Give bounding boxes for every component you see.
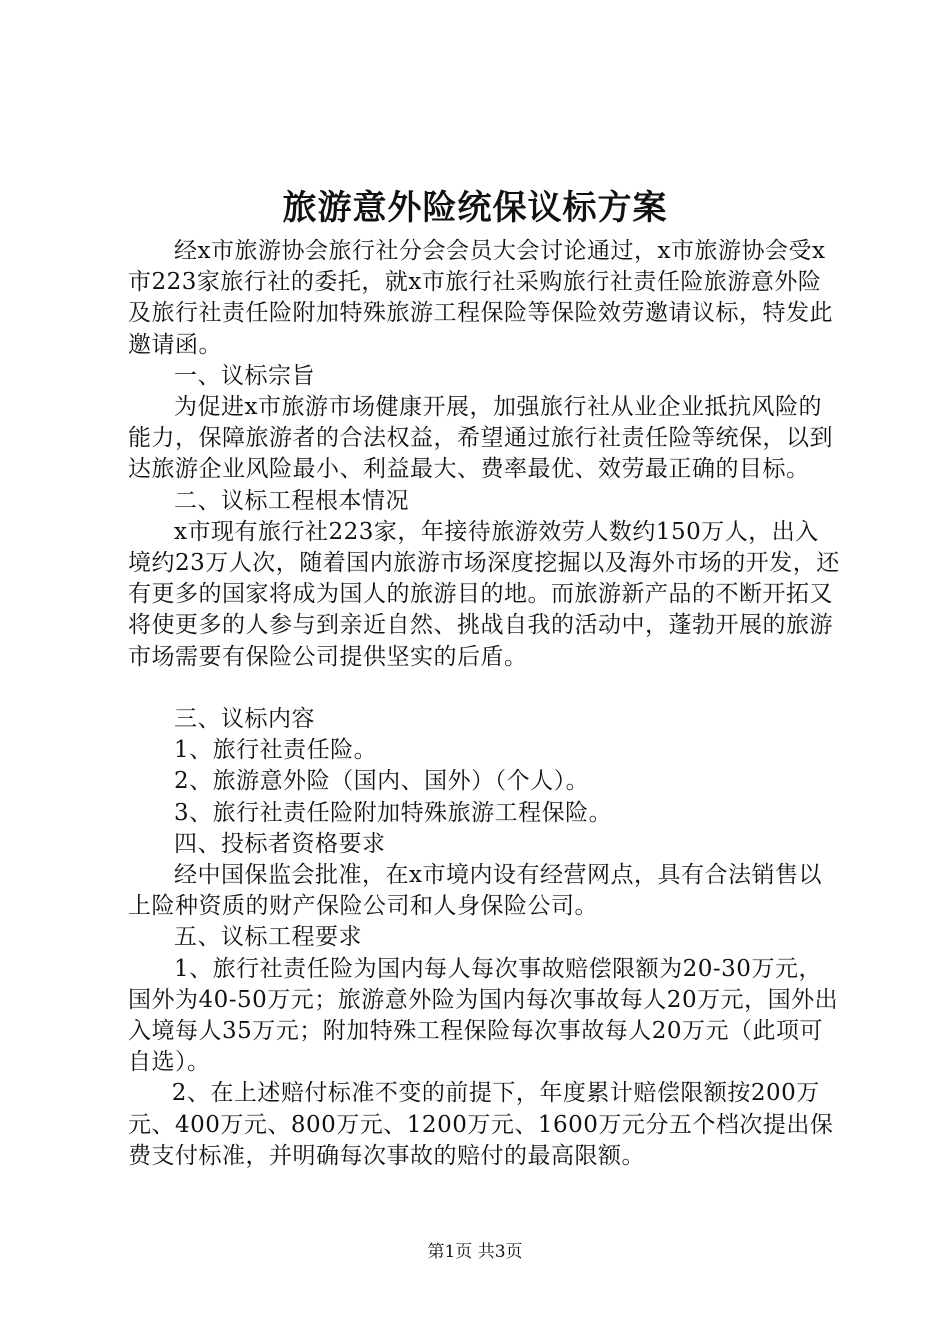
section-heading-purpose: 一、议标宗旨 bbox=[174, 362, 315, 389]
page-footer: 第1页 共3页 bbox=[427, 1242, 523, 1262]
section-heading-qualification: 四、投标者资格要求 bbox=[174, 830, 386, 857]
basic-info-paragraph: x市现有旅行社223家，年接待旅游效劳人数约150万人，出入境约23万人次，随着国内旅游市场深度挖掘以及海外市场的开发，还有更多的国家将成为国人的旅游目的地。而旅游新产品的不断开拓又将使更多的人参与到亲近自然、挑战自我的活动中，蓬勃开展的旅游市场需要有保险公司提供坚实的后盾。 bbox=[128, 518, 840, 670]
section-heading-content: 三、议标内容 bbox=[174, 706, 315, 733]
document-title: 旅游意外险统保议标方案 bbox=[282, 188, 668, 228]
requirement-item-1: 1、旅行社责任险为国内每人每次事故赔偿限额为20-30万元，国外为40-50万元；旅游意外险为国内每次事故每人20万元，国外出入境每人35万元；附加特殊工程保险每次事故每人20万元（此项可自选）。 bbox=[128, 955, 839, 1076]
section-heading-basic-info: 二、议标工程根本情况 bbox=[174, 487, 409, 514]
document-body bbox=[128, 236, 840, 1172]
requirement-item-2: 2、在上述赔付标准不变的前提下，年度累计赔偿限额按200万元、400万元、800万元、1200万元、1600万元分五个档次提出保费支付标准，并明确每次事故的赔付的最高限额。 bbox=[128, 1080, 834, 1169]
content-item-2: 2、旅游意外险（国内、国外）（个人）。 bbox=[174, 768, 590, 795]
content-item-3: 3、旅行社责任险附加特殊旅游工程保险。 bbox=[174, 799, 613, 826]
section-heading-requirements: 五、议标工程要求 bbox=[174, 924, 362, 951]
intro-paragraph: 经x市旅游协会旅行社分会会员大会讨论通过，x市旅游协会受x市223家旅行社的委托，就x市旅行社采购旅行社责任险旅游意外险及旅行社责任险附加特殊旅游工程保险等保险效劳邀请议标，特发此邀请函。 bbox=[128, 238, 833, 358]
qualification-paragraph: 经中国保监会批准，在x市境内设有经营网点，具有合法销售以上险种资质的财产保险公司和人身保险公司。 bbox=[128, 862, 822, 920]
purpose-paragraph: 为促进x市旅游市场健康开展，加强旅行社从业企业抵抗风险的能力，保障旅游者的合法权益，希望通过旅行社责任险等统保，以到达旅游企业风险最小、利益最大、费率最优、效劳最正确的目标。 bbox=[128, 394, 833, 483]
content-item-1: 1、旅行社责任险。 bbox=[174, 737, 378, 764]
